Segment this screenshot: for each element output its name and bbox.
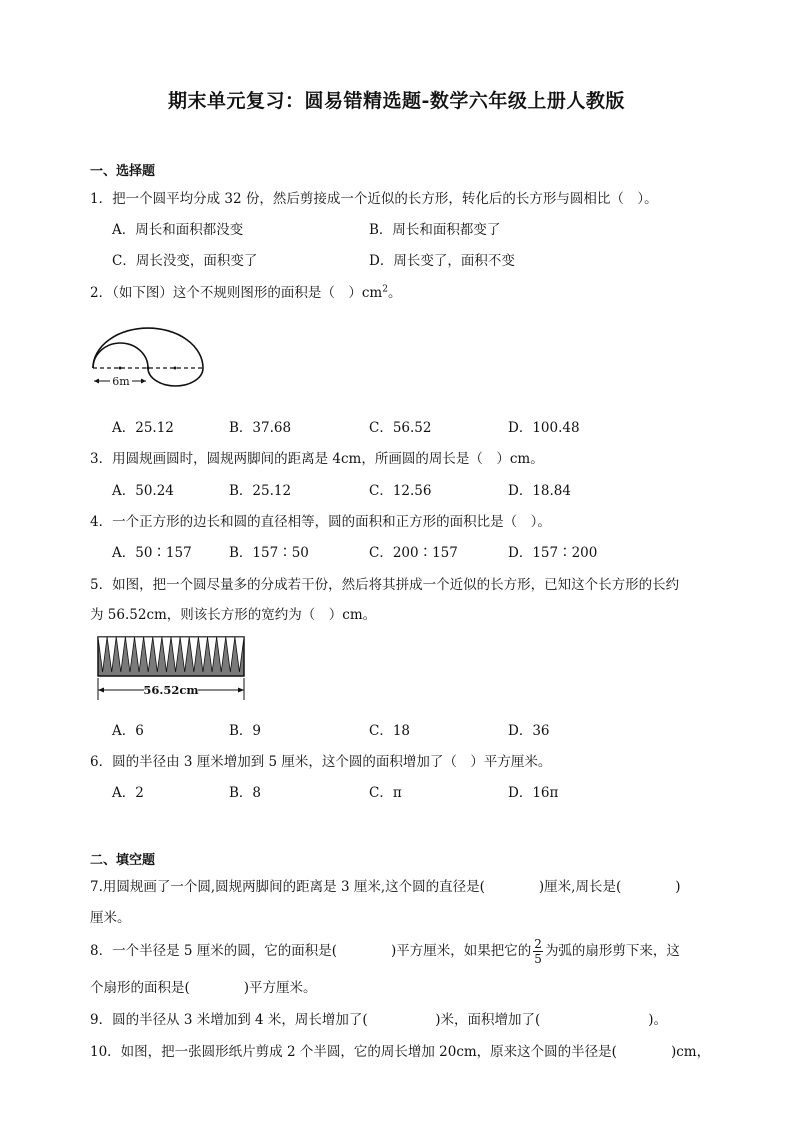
- question-6-option-a: A．2: [112, 785, 144, 801]
- question-5-figure: [94, 634, 248, 704]
- question-3-option-b: B．25.12: [229, 483, 292, 499]
- question-5-option-b: B．9: [229, 723, 262, 739]
- question-4-option-a: A．50∶157: [112, 545, 192, 561]
- question-1-option-a: A．周长和面积都没变: [112, 222, 244, 238]
- question-5-option-d: D．36: [508, 723, 550, 739]
- question-6-stem: 6．圆的半径由 3 厘米增加到 5 厘米，这个圆的面积增加了（ ）平方厘米。: [90, 754, 552, 770]
- page-title: 期末单元复习：圆易错精选题-数学六年级上册人教版: [168, 90, 625, 112]
- question-1-option-d: D．周长变了，面积不变: [369, 253, 515, 269]
- question-5-option-c: C．18: [369, 723, 411, 739]
- question-2-stem: 2．（如下图）这个不规则图形的面积是（ ）$cm^2$。: [90, 284, 402, 301]
- question-10-stem: 10．如图，把一张圆形纸片剪成 2 个半圆，它的周长增加 20cm，原来这个圆的半径是( )cm，: [90, 1044, 711, 1060]
- question-1-stem: 1．把一个圆平均分成 32 份，然后剪接成一个近似的长方形，转化后的长方形与圆相比（ ）。: [90, 191, 658, 207]
- question-3-option-c: C．12.56: [369, 483, 432, 499]
- question-5-stem-line1: 5．如图，把一个圆尽量多的分成若干份，然后将其拼成一个近似的长方形，已知这个长方形的长约: [90, 577, 680, 593]
- question-5-figure-label: 56.52cm: [143, 683, 199, 697]
- question-6-option-d: D．16π: [508, 785, 559, 801]
- question-2-option-a: A．25.12: [112, 420, 174, 436]
- question-2-option-b: B．37.68: [229, 420, 292, 436]
- question-4-option-b: B．157∶50: [229, 545, 309, 561]
- question-6-option-b: B．8: [229, 785, 262, 801]
- question-2-option-d: D．100.48: [508, 420, 580, 436]
- question-3-option-a: A．50.24: [112, 483, 174, 499]
- question-6-option-c: C．π: [369, 785, 402, 801]
- question-2-figure: [88, 312, 213, 394]
- question-2-option-c: C．56.52: [369, 420, 432, 436]
- question-7-line1: 7.用圆规画了一个圆,圆规两脚间的距离是 3 厘米,这个圆的直径是( )厘米,周长是( ): [90, 879, 681, 895]
- question-5-option-a: A．6: [112, 723, 144, 739]
- section-heading-fill-in: 二、填空题: [90, 853, 156, 868]
- question-4-option-d: D．157∶200: [508, 545, 598, 561]
- question-1-option-b: B．周长和面积都变了: [369, 222, 501, 238]
- question-2-figure-label: 6m: [112, 375, 130, 388]
- question-9-stem: 9．圆的半径从 3 米增加到 4 米，周长增加了( )米，面积增加了( )。: [90, 1012, 667, 1028]
- question-5-stem-line2: 为 56.52cm，则该长方形的宽约为（ ）cm。: [90, 607, 377, 623]
- fraction: $\frac{2}{5}$: [534, 937, 542, 966]
- question-7-line2: 厘米。: [90, 910, 131, 926]
- question-4-option-c: C．200∶157: [369, 545, 458, 561]
- question-3-stem: 3．用圆规画圆时，圆规两脚间的距离是 4cm，所画圆的周长是（ ）cm。: [90, 451, 544, 467]
- question-3-option-d: D．18.84: [508, 483, 571, 499]
- section-heading-choice: 一、选择题: [90, 164, 156, 179]
- question-4-stem: 4．一个正方形的边长和圆的直径相等，圆的面积和正方形的面积比是（ ）。: [90, 514, 551, 530]
- question-8-line2: 个扇形的面积是( )平方厘米。: [90, 980, 317, 996]
- question-8-line1: 8．一个半径是 5 厘米的圆，它的面积是( )平方厘米，如果把它的 $\frac{2}{5}$ 为弧的扇形剪下来，这: [90, 937, 680, 966]
- question-1-option-c: C．周长没变，面积变了: [112, 253, 258, 269]
